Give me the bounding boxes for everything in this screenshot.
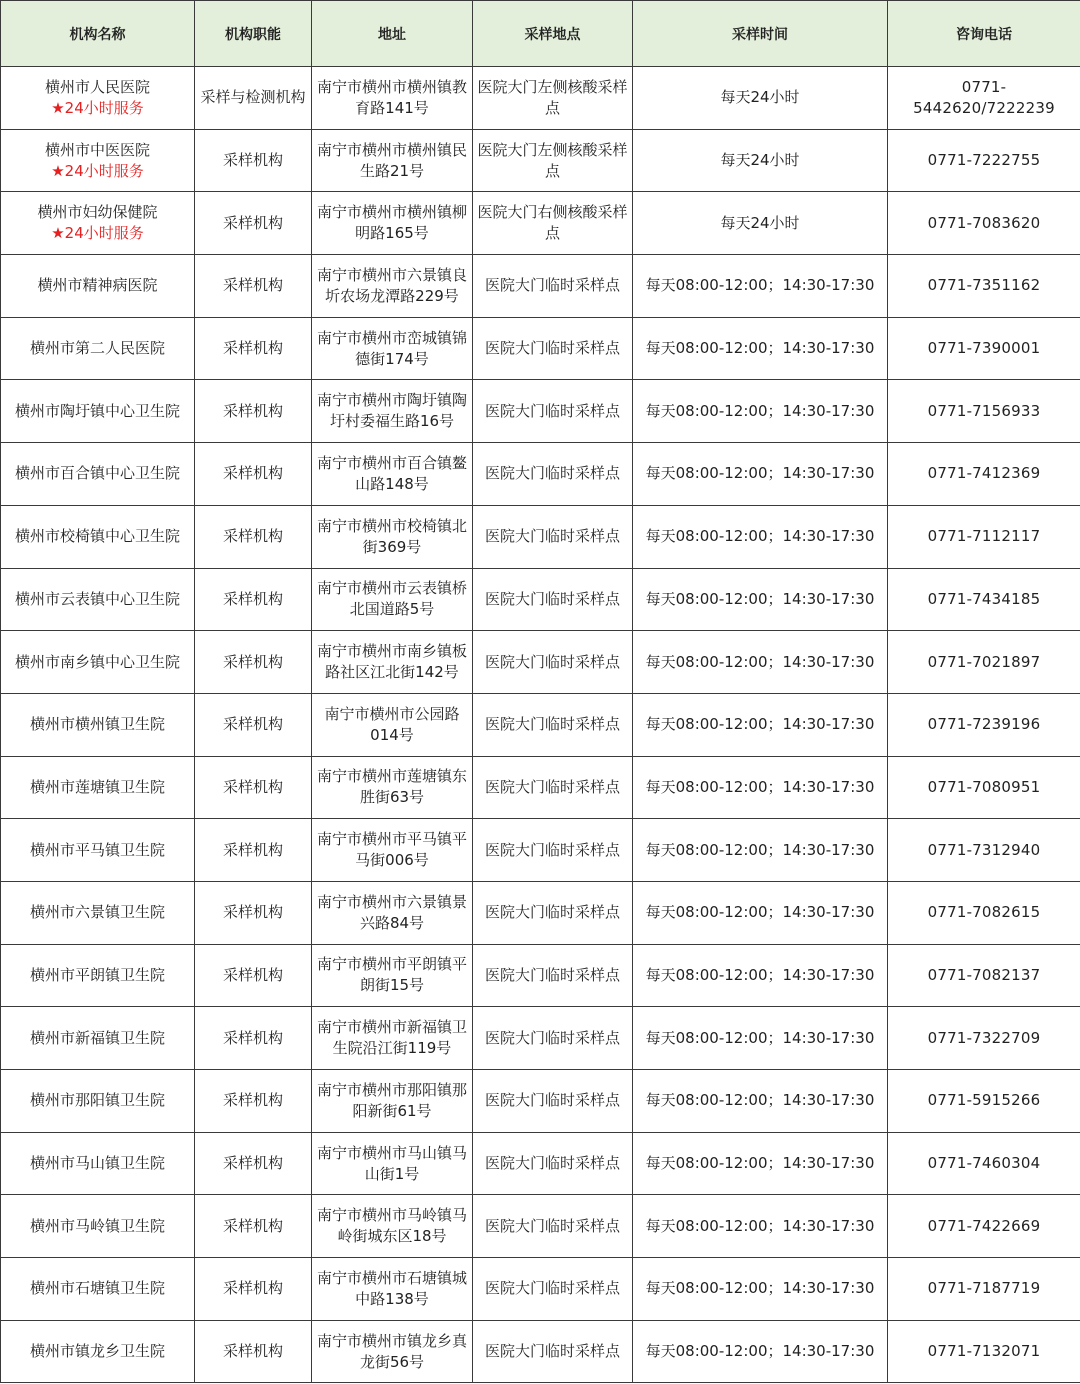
institution-name-cell xyxy=(1,944,195,1007)
phone-cell: 0771-7412369 xyxy=(888,443,1080,506)
table-row xyxy=(1,1070,1080,1133)
institution-name-cell xyxy=(1,505,195,568)
phone-cell: 0771-5915266 xyxy=(888,1070,1080,1133)
address-cell: 南宁市横州市陶圩镇陶圩村委福生路16号 xyxy=(312,380,473,443)
sampling-site-cell: 医院大门临时采样点 xyxy=(473,505,633,568)
sampling-site-cell: 医院大门临时采样点 xyxy=(473,819,633,882)
function-cell: 采样与检测机构 xyxy=(195,67,312,130)
table-row xyxy=(1,1320,1080,1383)
address-cell: 南宁市横州市校椅镇北街369号 xyxy=(312,505,473,568)
sampling-site-cell: 医院大门临时采样点 xyxy=(473,944,633,1007)
address-cell: 南宁市横州市马山镇马山街1号 xyxy=(312,1132,473,1195)
function-cell: 采样机构 xyxy=(195,255,312,318)
institution-name-cell xyxy=(1,1007,195,1070)
phone-cell: 0771-7132071 xyxy=(888,1320,1080,1383)
sampling-time-cell: 每天08:00-12:00；14:30-17:30 xyxy=(633,631,888,694)
col-header-address: 地址 xyxy=(312,1,473,67)
sampling-time-cell: 每天24小时 xyxy=(633,67,888,130)
institution-name: 横州市新福镇卫生院 xyxy=(29,1028,165,1047)
service-24h-note: ★24小时服务 xyxy=(51,224,144,243)
sampling-time-cell: 每天08:00-12:00；14:30-17:30 xyxy=(633,944,888,1007)
address-cell: 南宁市横州市平马镇平马街006号 xyxy=(312,819,473,882)
sampling-time-cell: 每天08:00-12:00；14:30-17:30 xyxy=(633,1258,888,1321)
institution-name-cell xyxy=(1,568,195,631)
sampling-site-cell: 医院大门右侧核酸采样点 xyxy=(473,192,633,255)
sampling-site-cell: 医院大门临时采样点 xyxy=(473,255,633,318)
institution-name: 横州市中医医院 xyxy=(44,140,150,159)
phone-cell: 0771-7222755 xyxy=(888,129,1080,192)
institution-name-cell xyxy=(1,317,195,380)
institution-name-cell xyxy=(1,631,195,694)
institution-name-cell xyxy=(1,819,195,882)
sampling-site-cell: 医院大门左侧核酸采样点 xyxy=(473,129,633,192)
table-row xyxy=(1,1007,1080,1070)
sampling-time-cell: 每天08:00-12:00；14:30-17:30 xyxy=(633,255,888,318)
table-row xyxy=(1,505,1080,568)
institution-name-cell xyxy=(1,443,195,506)
address-cell: 南宁市横州市横州镇教育路141号 xyxy=(312,67,473,130)
institution-name: 横州市精神病医院 xyxy=(37,276,158,295)
sampling-time-cell: 每天08:00-12:00；14:30-17:30 xyxy=(633,819,888,882)
institution-name: 横州市马山镇卫生院 xyxy=(29,1154,165,1173)
institution-name-cell xyxy=(1,756,195,819)
address-cell: 南宁市横州市峦城镇锦德街174号 xyxy=(312,317,473,380)
sampling-site-cell: 医院大门临时采样点 xyxy=(473,1258,633,1321)
table-row xyxy=(1,67,1080,130)
address-cell: 南宁市横州市马岭镇马岭街城东区18号 xyxy=(312,1195,473,1258)
function-cell: 采样机构 xyxy=(195,819,312,882)
sampling-time-cell: 每天08:00-12:00；14:30-17:30 xyxy=(633,317,888,380)
sampling-site-cell: 医院大门临时采样点 xyxy=(473,1132,633,1195)
institution-name: 横州市莲塘镇卫生院 xyxy=(29,777,165,796)
phone-cell: 0771-7239196 xyxy=(888,693,1080,756)
sampling-site-cell: 医院大门临时采样点 xyxy=(473,1320,633,1383)
phone-cell: 0771-7021897 xyxy=(888,631,1080,694)
function-cell: 采样机构 xyxy=(195,129,312,192)
table-row xyxy=(1,317,1080,380)
phone-cell: 0771-7082137 xyxy=(888,944,1080,1007)
sampling-time-cell: 每天08:00-12:00；14:30-17:30 xyxy=(633,881,888,944)
function-cell: 采样机构 xyxy=(195,1070,312,1133)
header-row xyxy=(1,1,1080,67)
sampling-time-cell: 每天08:00-12:00；14:30-17:30 xyxy=(633,1195,888,1258)
function-cell: 采样机构 xyxy=(195,1132,312,1195)
table-body xyxy=(1,67,1080,1383)
sampling-site-cell: 医院大门左侧核酸采样点 xyxy=(473,67,633,130)
institution-name-cell xyxy=(1,380,195,443)
table-row xyxy=(1,1195,1080,1258)
address-cell: 南宁市横州市横州镇柳明路165号 xyxy=(312,192,473,255)
institution-name-cell xyxy=(1,1258,195,1321)
sampling-site-cell: 医院大门临时采样点 xyxy=(473,1195,633,1258)
institution-name: 横州市横州镇卫生院 xyxy=(29,715,165,734)
table-row xyxy=(1,129,1080,192)
institution-name: 横州市人民医院 xyxy=(44,77,150,96)
institution-name-cell xyxy=(1,1070,195,1133)
institution-name: 横州市南乡镇中心卫生院 xyxy=(14,652,180,671)
institution-name: 横州市六景镇卫生院 xyxy=(29,903,165,922)
institution-name-cell xyxy=(1,129,195,192)
function-cell: 采样机构 xyxy=(195,380,312,443)
institution-name: 横州市校椅镇中心卫生院 xyxy=(14,527,180,546)
sampling-site-cell: 医院大门临时采样点 xyxy=(473,881,633,944)
phone-cell: 0771-7156933 xyxy=(888,380,1080,443)
col-header-time: 采样时间 xyxy=(633,1,888,67)
address-cell: 南宁市横州市平朗镇平朗街15号 xyxy=(312,944,473,1007)
phone-cell: 0771-7351162 xyxy=(888,255,1080,318)
address-cell: 南宁市横州市六景镇景兴路84号 xyxy=(312,881,473,944)
function-cell: 采样机构 xyxy=(195,881,312,944)
table-row xyxy=(1,255,1080,318)
phone-cell: 0771-7083620 xyxy=(888,192,1080,255)
sampling-site-cell: 医院大门临时采样点 xyxy=(473,693,633,756)
phone-cell: 0771-7187719 xyxy=(888,1258,1080,1321)
institution-name: 横州市第二人民医院 xyxy=(29,339,165,358)
address-cell: 南宁市横州市新福镇卫生院沿江街119号 xyxy=(312,1007,473,1070)
sampling-time-cell: 每天08:00-12:00；14:30-17:30 xyxy=(633,505,888,568)
institution-name: 横州市妇幼保健院 xyxy=(37,203,158,222)
sampling-site-cell: 医院大门临时采样点 xyxy=(473,380,633,443)
address-cell: 南宁市横州市百合镇鳌山路148号 xyxy=(312,443,473,506)
sampling-time-cell: 每天24小时 xyxy=(633,192,888,255)
service-24h-note: ★24小时服务 xyxy=(51,161,144,180)
sampling-site-cell: 医院大门临时采样点 xyxy=(473,1070,633,1133)
function-cell: 采样机构 xyxy=(195,192,312,255)
sampling-time-cell: 每天24小时 xyxy=(633,129,888,192)
phone-cell: 0771-7422669 xyxy=(888,1195,1080,1258)
function-cell: 采样机构 xyxy=(195,756,312,819)
institution-name: 横州市石塘镇卫生院 xyxy=(29,1279,165,1298)
institution-name: 横州市云表镇中心卫生院 xyxy=(14,589,180,608)
phone-cell: 0771-7312940 xyxy=(888,819,1080,882)
address-cell: 南宁市横州市镇龙乡真龙街56号 xyxy=(312,1320,473,1383)
function-cell: 采样机构 xyxy=(195,1195,312,1258)
institution-name-cell xyxy=(1,1195,195,1258)
function-cell: 采样机构 xyxy=(195,693,312,756)
sampling-time-cell: 每天08:00-12:00；14:30-17:30 xyxy=(633,756,888,819)
function-cell: 采样机构 xyxy=(195,631,312,694)
phone-cell: 0771-7112117 xyxy=(888,505,1080,568)
function-cell: 采样机构 xyxy=(195,443,312,506)
col-header-phone: 咨询电话 xyxy=(888,1,1080,67)
institution-name-cell xyxy=(1,192,195,255)
table-header xyxy=(1,1,1080,67)
institution-name-cell xyxy=(1,255,195,318)
function-cell: 采样机构 xyxy=(195,1258,312,1321)
table-row xyxy=(1,631,1080,694)
sampling-time-cell: 每天08:00-12:00；14:30-17:30 xyxy=(633,1007,888,1070)
sampling-time-cell: 每天08:00-12:00；14:30-17:30 xyxy=(633,443,888,506)
institution-name-cell xyxy=(1,693,195,756)
address-cell: 南宁市横州市六景镇良圻农场龙潭路229号 xyxy=(312,255,473,318)
address-cell: 南宁市横州市横州镇民生路21号 xyxy=(312,129,473,192)
phone-cell: 0771-7080951 xyxy=(888,756,1080,819)
service-24h-note: ★24小时服务 xyxy=(51,98,144,117)
function-cell: 采样机构 xyxy=(195,944,312,1007)
phone-cell: 0771-7322709 xyxy=(888,1007,1080,1070)
institution-name: 横州市马岭镇卫生院 xyxy=(29,1216,165,1235)
table-row xyxy=(1,1258,1080,1321)
table-row xyxy=(1,756,1080,819)
sampling-time-cell: 每天08:00-12:00；14:30-17:30 xyxy=(633,1320,888,1383)
sampling-time-cell: 每天08:00-12:00；14:30-17:30 xyxy=(633,693,888,756)
table-row xyxy=(1,568,1080,631)
function-cell: 采样机构 xyxy=(195,505,312,568)
institution-name: 横州市平朗镇卫生院 xyxy=(29,965,165,984)
table-row xyxy=(1,944,1080,1007)
sampling-site-cell: 医院大门临时采样点 xyxy=(473,443,633,506)
table-row xyxy=(1,693,1080,756)
function-cell: 采样机构 xyxy=(195,568,312,631)
address-cell: 南宁市横州市莲塘镇东胜街63号 xyxy=(312,756,473,819)
address-cell: 南宁市横州市石塘镇城中路138号 xyxy=(312,1258,473,1321)
institution-name: 横州市镇龙乡卫生院 xyxy=(29,1342,165,1361)
sampling-site-cell: 医院大门临时采样点 xyxy=(473,1007,633,1070)
table-row xyxy=(1,881,1080,944)
col-header-name: 机构名称 xyxy=(1,1,195,67)
sampling-site-cell: 医院大门临时采样点 xyxy=(473,568,633,631)
phone-cell: 0771-7082615 xyxy=(888,881,1080,944)
function-cell: 采样机构 xyxy=(195,1320,312,1383)
institution-name: 横州市平马镇卫生院 xyxy=(29,840,165,859)
institution-name-cell xyxy=(1,881,195,944)
institution-name-cell xyxy=(1,1132,195,1195)
phone-cell: 0771-7390001 xyxy=(888,317,1080,380)
col-header-site: 采样地点 xyxy=(473,1,633,67)
address-cell: 南宁市横州市云表镇桥北国道路5号 xyxy=(312,568,473,631)
institution-name: 横州市陶圩镇中心卫生院 xyxy=(14,401,180,420)
table-row xyxy=(1,443,1080,506)
table-row xyxy=(1,1132,1080,1195)
sampling-time-cell: 每天08:00-12:00；14:30-17:30 xyxy=(633,380,888,443)
sampling-site-cell: 医院大门临时采样点 xyxy=(473,756,633,819)
function-cell: 采样机构 xyxy=(195,1007,312,1070)
phone-cell: 0771-7434185 xyxy=(888,568,1080,631)
address-cell: 南宁市横州市那阳镇那阳新街61号 xyxy=(312,1070,473,1133)
address-cell: 南宁市横州市公园路014号 xyxy=(312,693,473,756)
institution-name-cell xyxy=(1,1320,195,1383)
sampling-site-cell: 医院大门临时采样点 xyxy=(473,631,633,694)
sampling-time-cell: 每天08:00-12:00；14:30-17:30 xyxy=(633,1070,888,1133)
phone-cell: 0771-7460304 xyxy=(888,1132,1080,1195)
sampling-time-cell: 每天08:00-12:00；14:30-17:30 xyxy=(633,1132,888,1195)
institution-name-cell xyxy=(1,67,195,130)
col-header-function: 机构职能 xyxy=(195,1,312,67)
institution-name: 横州市那阳镇卫生院 xyxy=(29,1091,165,1110)
table-row xyxy=(1,192,1080,255)
phone-cell: 0771-5442620/7222239 xyxy=(888,67,1080,130)
function-cell: 采样机构 xyxy=(195,317,312,380)
sampling-site-cell: 医院大门临时采样点 xyxy=(473,317,633,380)
table-row xyxy=(1,819,1080,882)
sampling-time-cell: 每天08:00-12:00；14:30-17:30 xyxy=(633,568,888,631)
institution-name: 横州市百合镇中心卫生院 xyxy=(14,464,180,483)
address-cell: 南宁市横州市南乡镇板路社区江北街142号 xyxy=(312,631,473,694)
table-row xyxy=(1,380,1080,443)
